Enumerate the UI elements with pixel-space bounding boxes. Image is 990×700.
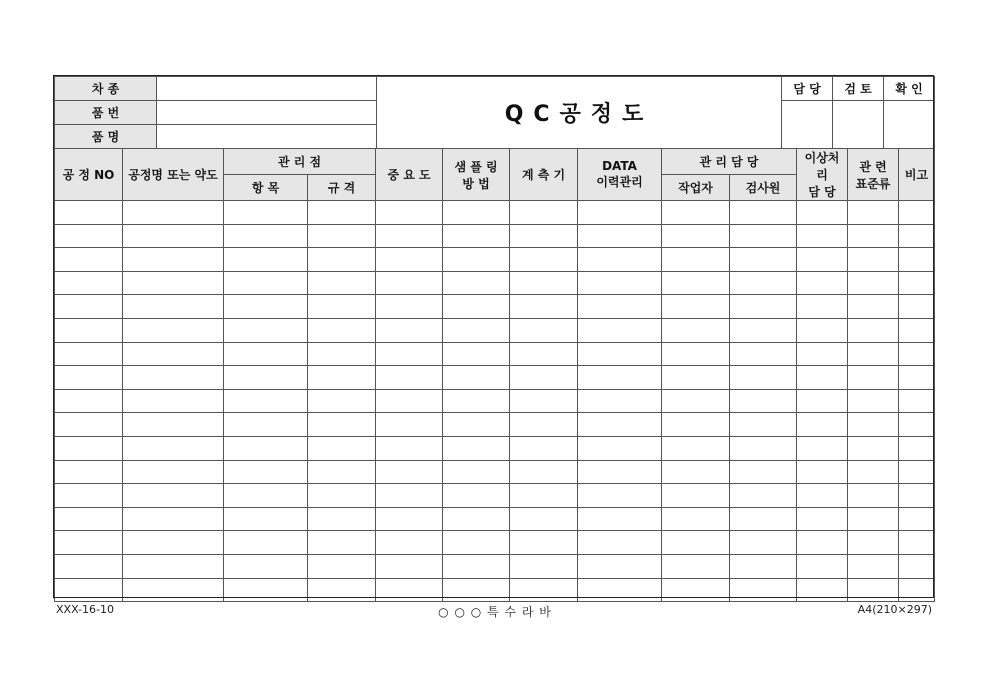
table-cell[interactable] xyxy=(662,436,730,460)
table-row xyxy=(55,342,935,366)
table-cell[interactable] xyxy=(376,295,443,319)
field-label-part-no: 품 번 xyxy=(55,101,157,125)
table-cell[interactable] xyxy=(797,554,848,578)
table-cell[interactable] xyxy=(123,460,224,484)
field-label-part-name: 품 명 xyxy=(55,125,157,149)
table-row xyxy=(55,484,935,508)
col-data-line2: 이력관리 xyxy=(596,175,643,189)
table-cell[interactable] xyxy=(730,578,797,602)
table-cell[interactable] xyxy=(55,224,123,248)
table-cell[interactable] xyxy=(848,554,899,578)
table-cell[interactable] xyxy=(376,224,443,248)
table-cell[interactable] xyxy=(797,507,848,531)
table-cell[interactable] xyxy=(730,224,797,248)
table-cell[interactable] xyxy=(899,436,935,460)
table-cell[interactable] xyxy=(730,484,797,508)
table-cell[interactable] xyxy=(848,318,899,342)
table-cell[interactable] xyxy=(578,201,662,225)
table-cell[interactable] xyxy=(899,554,935,578)
table-cell[interactable] xyxy=(730,460,797,484)
table-cell[interactable] xyxy=(308,224,376,248)
table-cell[interactable] xyxy=(730,507,797,531)
table-row xyxy=(55,531,935,555)
table-cell[interactable] xyxy=(123,295,224,319)
table-cell[interactable] xyxy=(224,484,308,508)
table-cell[interactable] xyxy=(224,460,308,484)
table-cell[interactable] xyxy=(797,413,848,437)
table-cell[interactable] xyxy=(510,413,578,437)
table-cell[interactable] xyxy=(443,389,510,413)
col-worker: 작업자 xyxy=(662,175,730,201)
table-cell[interactable] xyxy=(376,484,443,508)
table-cell[interactable] xyxy=(899,578,935,602)
table-cell[interactable] xyxy=(730,531,797,555)
table-cell[interactable] xyxy=(662,531,730,555)
table-cell[interactable] xyxy=(376,531,443,555)
table-cell[interactable] xyxy=(443,342,510,366)
table-cell[interactable] xyxy=(443,295,510,319)
table-cell[interactable] xyxy=(578,413,662,437)
table-cell[interactable] xyxy=(443,531,510,555)
table-cell[interactable] xyxy=(578,248,662,272)
table-row xyxy=(55,413,935,437)
table-cell[interactable] xyxy=(797,531,848,555)
table-cell[interactable] xyxy=(578,389,662,413)
table-cell[interactable] xyxy=(376,271,443,295)
table-cell[interactable] xyxy=(443,366,510,390)
table-cell[interactable] xyxy=(848,507,899,531)
table-cell[interactable] xyxy=(662,318,730,342)
table-cell[interactable] xyxy=(848,248,899,272)
table-row xyxy=(55,318,935,342)
table-row xyxy=(55,578,935,602)
table-cell[interactable] xyxy=(224,413,308,437)
table-cell[interactable] xyxy=(55,366,123,390)
table-cell[interactable] xyxy=(662,224,730,248)
table-cell[interactable] xyxy=(55,413,123,437)
table-cell[interactable] xyxy=(899,248,935,272)
table-cell[interactable] xyxy=(443,554,510,578)
table-cell[interactable] xyxy=(510,554,578,578)
table-cell[interactable] xyxy=(376,554,443,578)
table-cell[interactable] xyxy=(797,224,848,248)
table-cell[interactable] xyxy=(662,295,730,319)
table-cell[interactable] xyxy=(899,366,935,390)
table-cell[interactable] xyxy=(308,484,376,508)
table-cell[interactable] xyxy=(662,507,730,531)
table-cell[interactable] xyxy=(662,389,730,413)
table-cell[interactable] xyxy=(510,318,578,342)
table-cell[interactable] xyxy=(123,248,224,272)
col-abnormal-line1: 이상처 xyxy=(804,151,840,165)
table-cell[interactable] xyxy=(308,413,376,437)
table-cell[interactable] xyxy=(730,342,797,366)
process-table-block xyxy=(54,148,934,602)
table-cell[interactable] xyxy=(662,342,730,366)
table-cell[interactable] xyxy=(443,201,510,225)
table-cell[interactable] xyxy=(848,342,899,366)
table-cell[interactable] xyxy=(578,554,662,578)
table-row xyxy=(55,295,935,319)
table-cell[interactable] xyxy=(224,436,308,460)
table-cell[interactable] xyxy=(443,248,510,272)
table-cell[interactable] xyxy=(578,531,662,555)
header-table xyxy=(54,76,935,149)
approval-label-review: 검 토 xyxy=(833,77,884,101)
table-cell[interactable] xyxy=(510,224,578,248)
table-cell[interactable] xyxy=(376,201,443,225)
table-cell[interactable] xyxy=(224,318,308,342)
table-cell[interactable] xyxy=(123,366,224,390)
table-row xyxy=(55,271,935,295)
table-cell[interactable] xyxy=(730,366,797,390)
table-cell[interactable] xyxy=(308,389,376,413)
table-cell[interactable] xyxy=(848,389,899,413)
table-cell[interactable] xyxy=(797,366,848,390)
table-cell[interactable] xyxy=(55,318,123,342)
table-cell[interactable] xyxy=(123,436,224,460)
table-cell[interactable] xyxy=(55,507,123,531)
table-cell[interactable] xyxy=(224,295,308,319)
table-cell[interactable] xyxy=(662,460,730,484)
table-cell[interactable] xyxy=(123,578,224,602)
table-cell[interactable] xyxy=(123,554,224,578)
table-cell[interactable] xyxy=(578,436,662,460)
approval-sign-charge[interactable] xyxy=(782,101,833,149)
header-block xyxy=(54,76,934,148)
table-cell[interactable] xyxy=(848,484,899,508)
table-cell[interactable] xyxy=(797,295,848,319)
table-cell[interactable] xyxy=(55,248,123,272)
table-cell[interactable] xyxy=(123,318,224,342)
field-label-car-type: 차 종 xyxy=(55,77,157,101)
table-cell[interactable] xyxy=(899,318,935,342)
table-cell[interactable] xyxy=(55,578,123,602)
table-cell[interactable] xyxy=(899,460,935,484)
table-cell[interactable] xyxy=(443,413,510,437)
table-cell[interactable] xyxy=(55,295,123,319)
table-cell[interactable] xyxy=(443,578,510,602)
table-cell[interactable] xyxy=(443,318,510,342)
table-cell[interactable] xyxy=(123,224,224,248)
table-cell[interactable] xyxy=(376,318,443,342)
col-abnormal-line3: 담 당 xyxy=(808,185,836,199)
table-cell[interactable] xyxy=(123,201,224,225)
table-cell[interactable] xyxy=(308,436,376,460)
col-abnormal-line2: 리 xyxy=(816,168,828,182)
table-cell[interactable] xyxy=(578,318,662,342)
table-cell[interactable] xyxy=(376,389,443,413)
table-cell[interactable] xyxy=(730,389,797,413)
table-cell[interactable] xyxy=(578,224,662,248)
table-cell[interactable] xyxy=(662,554,730,578)
table-cell[interactable] xyxy=(578,342,662,366)
col-instrument: 계 측 기 xyxy=(510,149,578,201)
table-cell[interactable] xyxy=(848,366,899,390)
table-cell[interactable] xyxy=(123,389,224,413)
field-value-car-type[interactable] xyxy=(157,77,377,101)
table-cell[interactable] xyxy=(123,271,224,295)
col-process-no: 공 정 NO xyxy=(55,149,123,201)
table-cell[interactable] xyxy=(797,248,848,272)
table-cell[interactable] xyxy=(443,224,510,248)
table-cell[interactable] xyxy=(899,507,935,531)
table-cell[interactable] xyxy=(224,531,308,555)
table-cell[interactable] xyxy=(510,578,578,602)
table-cell[interactable] xyxy=(662,484,730,508)
table-cell[interactable] xyxy=(510,366,578,390)
table-cell[interactable] xyxy=(848,460,899,484)
table-cell[interactable] xyxy=(376,342,443,366)
table-cell[interactable] xyxy=(55,531,123,555)
col-data-history xyxy=(578,149,662,201)
table-cell[interactable] xyxy=(578,484,662,508)
table-cell[interactable] xyxy=(578,507,662,531)
table-cell[interactable] xyxy=(308,366,376,390)
table-cell[interactable] xyxy=(797,342,848,366)
table-cell[interactable] xyxy=(224,271,308,295)
table-cell[interactable] xyxy=(308,578,376,602)
approval-label-charge: 담 당 xyxy=(782,77,833,101)
table-cell[interactable] xyxy=(510,436,578,460)
table-cell[interactable] xyxy=(899,201,935,225)
table-cell[interactable] xyxy=(578,366,662,390)
table-cell[interactable] xyxy=(797,484,848,508)
col-abnormal xyxy=(797,149,848,201)
table-cell[interactable] xyxy=(899,271,935,295)
table-cell[interactable] xyxy=(510,342,578,366)
table-cell[interactable] xyxy=(578,578,662,602)
table-cell[interactable] xyxy=(510,507,578,531)
table-row xyxy=(55,460,935,484)
table-cell[interactable] xyxy=(376,578,443,602)
table-cell[interactable] xyxy=(308,342,376,366)
table-cell[interactable] xyxy=(123,531,224,555)
table-cell[interactable] xyxy=(376,248,443,272)
table-cell[interactable] xyxy=(797,318,848,342)
table-cell[interactable] xyxy=(443,271,510,295)
col-sampling xyxy=(443,149,510,201)
col-control-point: 관 리 점 xyxy=(224,149,376,175)
field-value-part-name[interactable] xyxy=(157,125,377,149)
table-cell[interactable] xyxy=(308,531,376,555)
table-cell[interactable] xyxy=(376,436,443,460)
table-cell[interactable] xyxy=(797,271,848,295)
col-item: 항 목 xyxy=(224,175,308,201)
table-row xyxy=(55,224,935,248)
col-spec: 규 격 xyxy=(308,175,376,201)
table-cell[interactable] xyxy=(730,201,797,225)
table-cell[interactable] xyxy=(797,460,848,484)
table-cell[interactable] xyxy=(848,436,899,460)
page-title: QC공정도 xyxy=(377,77,782,149)
table-cell[interactable] xyxy=(308,507,376,531)
table-cell[interactable] xyxy=(662,201,730,225)
table-cell[interactable] xyxy=(730,413,797,437)
table-cell[interactable] xyxy=(848,271,899,295)
table-cell[interactable] xyxy=(55,342,123,366)
table-cell[interactable] xyxy=(55,460,123,484)
table-cell[interactable] xyxy=(899,295,935,319)
col-sampling-line2: 방 법 xyxy=(462,176,490,191)
table-cell[interactable] xyxy=(224,389,308,413)
table-cell[interactable] xyxy=(510,248,578,272)
table-cell[interactable] xyxy=(662,248,730,272)
footer-code: XXX-16-10 xyxy=(56,603,114,616)
table-cell[interactable] xyxy=(848,578,899,602)
table-cell[interactable] xyxy=(848,201,899,225)
table-cell[interactable] xyxy=(510,389,578,413)
col-process-name: 공정명 또는 약도 xyxy=(123,149,224,201)
col-sampling-line1: 샘 플 링 xyxy=(454,159,498,174)
table-cell[interactable] xyxy=(308,318,376,342)
table-cell[interactable] xyxy=(123,413,224,437)
table-row xyxy=(55,507,935,531)
table-cell[interactable] xyxy=(899,413,935,437)
footer-paper-size: A4(210×297) xyxy=(857,603,932,616)
table-cell[interactable] xyxy=(797,389,848,413)
table-cell[interactable] xyxy=(55,554,123,578)
table-cell[interactable] xyxy=(55,201,123,225)
table-cell[interactable] xyxy=(899,224,935,248)
col-remarks: 비고 xyxy=(899,149,935,201)
table-cell[interactable] xyxy=(848,531,899,555)
table-cell[interactable] xyxy=(224,224,308,248)
table-cell[interactable] xyxy=(662,271,730,295)
table-cell[interactable] xyxy=(510,201,578,225)
table-cell[interactable] xyxy=(443,436,510,460)
table-cell[interactable] xyxy=(55,436,123,460)
table-cell[interactable] xyxy=(730,248,797,272)
table-cell[interactable] xyxy=(224,554,308,578)
table-cell[interactable] xyxy=(123,507,224,531)
approval-sign-confirm[interactable] xyxy=(884,101,935,149)
table-cell[interactable] xyxy=(376,413,443,437)
table-row xyxy=(55,248,935,272)
table-cell[interactable] xyxy=(510,531,578,555)
table-cell[interactable] xyxy=(848,413,899,437)
footer-company: ○ ○ ○ 특 수 라 바 xyxy=(438,605,552,619)
table-cell[interactable] xyxy=(308,295,376,319)
table-cell[interactable] xyxy=(376,507,443,531)
table-cell[interactable] xyxy=(55,389,123,413)
approval-label-confirm: 확 인 xyxy=(884,77,935,101)
table-cell[interactable] xyxy=(797,436,848,460)
table-cell[interactable] xyxy=(578,460,662,484)
approval-sign-review[interactable] xyxy=(833,101,884,149)
table-cell[interactable] xyxy=(662,413,730,437)
table-cell[interactable] xyxy=(308,460,376,484)
table-cell[interactable] xyxy=(308,201,376,225)
table-cell[interactable] xyxy=(730,295,797,319)
table-cell[interactable] xyxy=(899,389,935,413)
table-cell[interactable] xyxy=(123,484,224,508)
table-cell[interactable] xyxy=(510,271,578,295)
table-row xyxy=(55,201,935,225)
table-cell[interactable] xyxy=(510,295,578,319)
table-cell[interactable] xyxy=(899,531,935,555)
table-cell[interactable] xyxy=(730,271,797,295)
table-cell[interactable] xyxy=(510,460,578,484)
col-related-line1: 관 련 xyxy=(859,159,887,174)
table-cell[interactable] xyxy=(443,484,510,508)
table-cell[interactable] xyxy=(662,366,730,390)
table-cell[interactable] xyxy=(308,248,376,272)
col-related-line2: 표준류 xyxy=(855,176,891,191)
table-cell[interactable] xyxy=(578,295,662,319)
table-cell[interactable] xyxy=(578,271,662,295)
table-cell[interactable] xyxy=(848,224,899,248)
table-cell[interactable] xyxy=(899,484,935,508)
table-cell[interactable] xyxy=(224,201,308,225)
table-row xyxy=(55,389,935,413)
table-row xyxy=(55,366,935,390)
table-row xyxy=(55,436,935,460)
table-cell[interactable] xyxy=(899,342,935,366)
col-related-standards xyxy=(848,149,899,201)
table-cell[interactable] xyxy=(443,460,510,484)
col-manager: 관 리 담 당 xyxy=(662,149,797,175)
table-cell[interactable] xyxy=(376,460,443,484)
col-inspector: 검사원 xyxy=(730,175,797,201)
table-cell[interactable] xyxy=(224,342,308,366)
table-cell[interactable] xyxy=(443,507,510,531)
table-cell[interactable] xyxy=(55,271,123,295)
table-row xyxy=(55,554,935,578)
table-cell[interactable] xyxy=(308,271,376,295)
process-table xyxy=(54,148,935,602)
table-cell[interactable] xyxy=(224,366,308,390)
table-cell[interactable] xyxy=(123,342,224,366)
table-cell[interactable] xyxy=(730,554,797,578)
table-cell[interactable] xyxy=(224,507,308,531)
table-cell[interactable] xyxy=(797,201,848,225)
table-cell[interactable] xyxy=(730,436,797,460)
table-cell[interactable] xyxy=(510,484,578,508)
table-cell[interactable] xyxy=(224,248,308,272)
table-cell[interactable] xyxy=(730,318,797,342)
field-value-part-no[interactable] xyxy=(157,101,377,125)
col-data-line1: DATA xyxy=(602,159,637,173)
table-cell[interactable] xyxy=(376,366,443,390)
col-importance: 중 요 도 xyxy=(376,149,443,201)
table-cell[interactable] xyxy=(797,578,848,602)
table-cell[interactable] xyxy=(848,295,899,319)
table-cell[interactable] xyxy=(224,578,308,602)
table-cell[interactable] xyxy=(662,578,730,602)
table-cell[interactable] xyxy=(55,484,123,508)
table-cell[interactable] xyxy=(308,554,376,578)
